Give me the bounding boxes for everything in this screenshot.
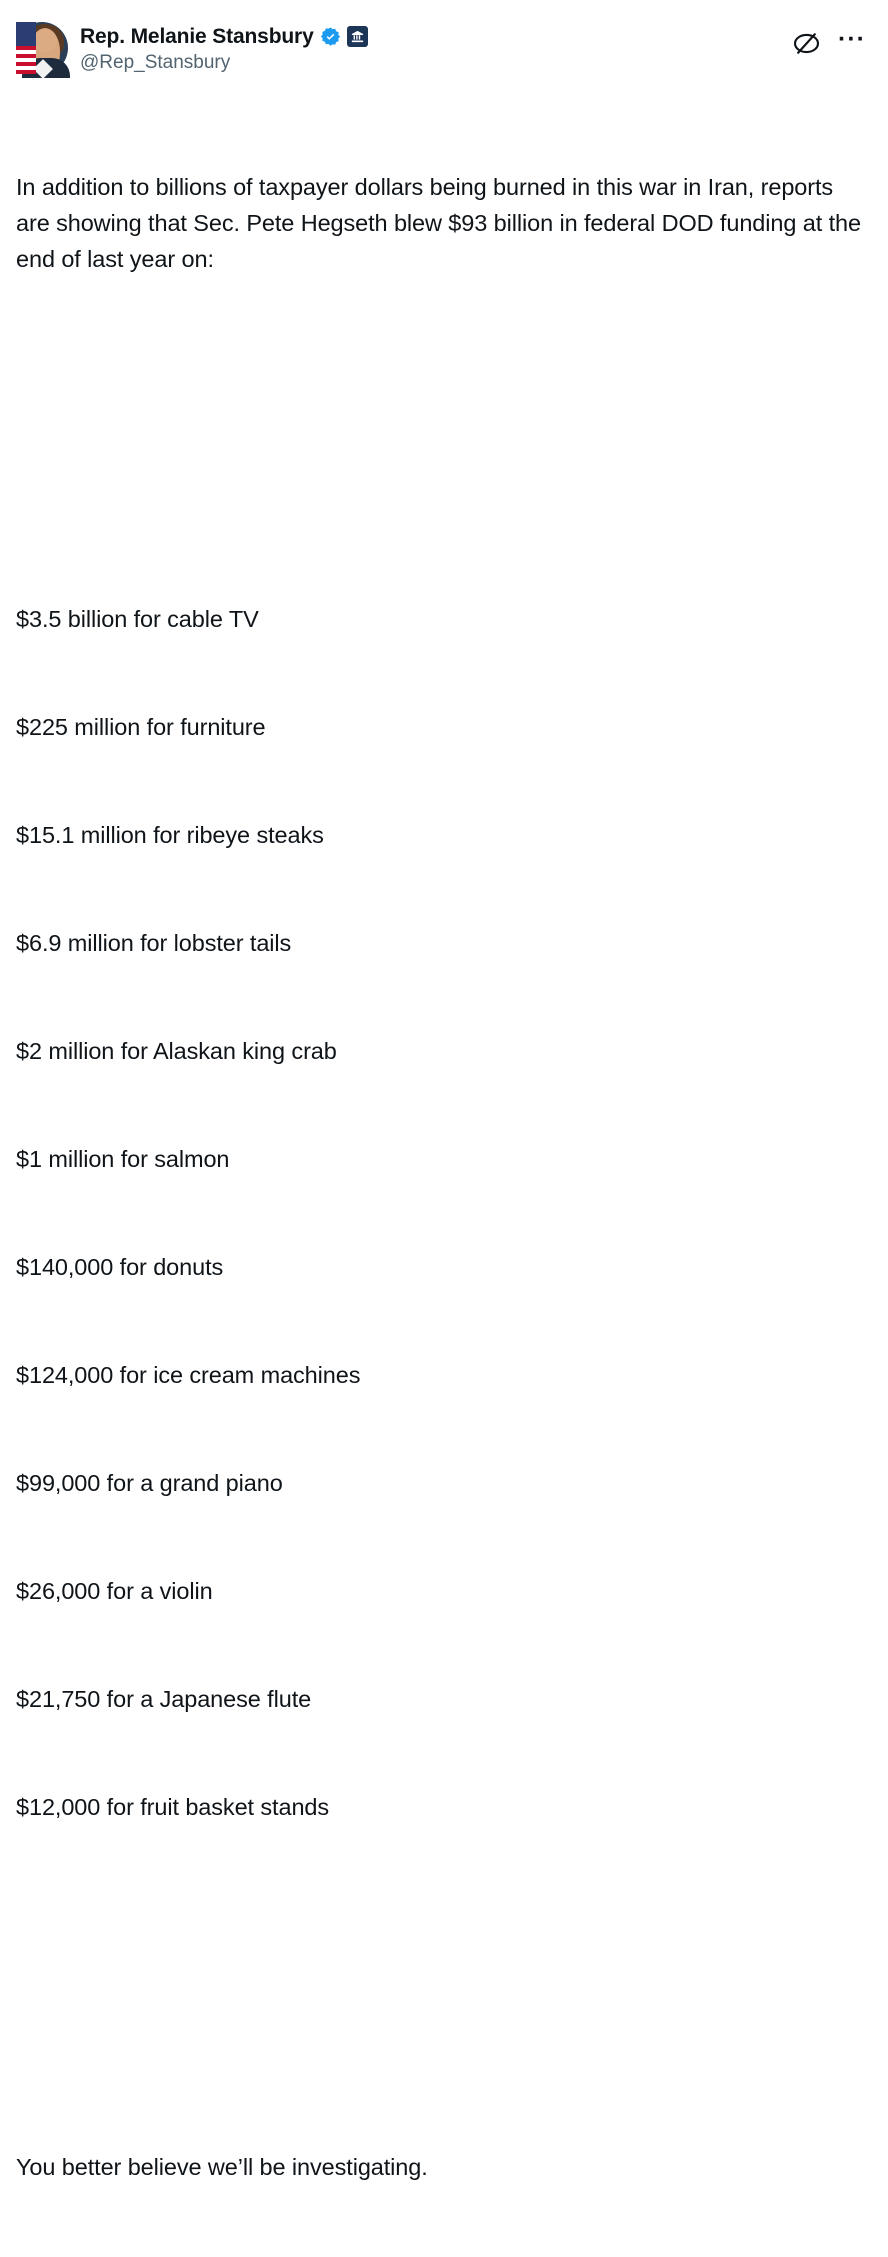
tweet-closing-paragraph: You better believe we’ll be investigating. [16, 2154, 428, 2180]
list-item: $225 million for furniture [16, 714, 266, 740]
not-interested-icon[interactable] [793, 30, 820, 57]
display-name-row [80, 24, 368, 49]
author-names [80, 22, 368, 75]
list-item: $6.9 million for lobster tails [16, 930, 292, 956]
flag-canton [16, 22, 36, 46]
tweet-intro-paragraph: In addition to billions of taxpayer dollars being burned in this war in Iran, reports are showing that Sec. Pete Hegseth blew $93 billion in federal DOD funding at the end of last year on: [16, 174, 868, 272]
list-item: $21,750 for a Japanese flute [16, 1686, 312, 1712]
spacer [16, 385, 872, 421]
author-handle[interactable]: @Rep_Stansbury [80, 51, 231, 73]
list-item: $3.5 billion for cable TV [16, 606, 259, 632]
list-item: $26,000 for a violin [16, 1578, 213, 1604]
spending-list [16, 529, 872, 1897]
government-badge-icon[interactable] [347, 26, 368, 47]
list-item: $2 million for Alaskan king crab [16, 1038, 337, 1064]
list-item: $12,000 for fruit basket stands [16, 1794, 330, 1820]
list-item: $99,000 for a grand piano [16, 1470, 283, 1496]
tweet-text [16, 97, 872, 2257]
header-actions [793, 22, 872, 57]
more-options-icon[interactable]: ··· [838, 24, 866, 53]
list-item: $124,000 for ice cream machines [16, 1362, 361, 1388]
verified-badge-icon[interactable] [320, 26, 341, 47]
avatar[interactable] [16, 22, 68, 74]
spacer [16, 2005, 872, 2041]
list-item: $140,000 for donuts [16, 1254, 224, 1280]
list-item: $15.1 million for ribeye steaks [16, 822, 324, 848]
list-item: $1 million for salmon [16, 1146, 230, 1172]
avatar-face-highlight [33, 30, 57, 52]
display-name[interactable]: Rep. Melanie Stansbury [80, 24, 314, 48]
tweet-header [16, 18, 872, 75]
